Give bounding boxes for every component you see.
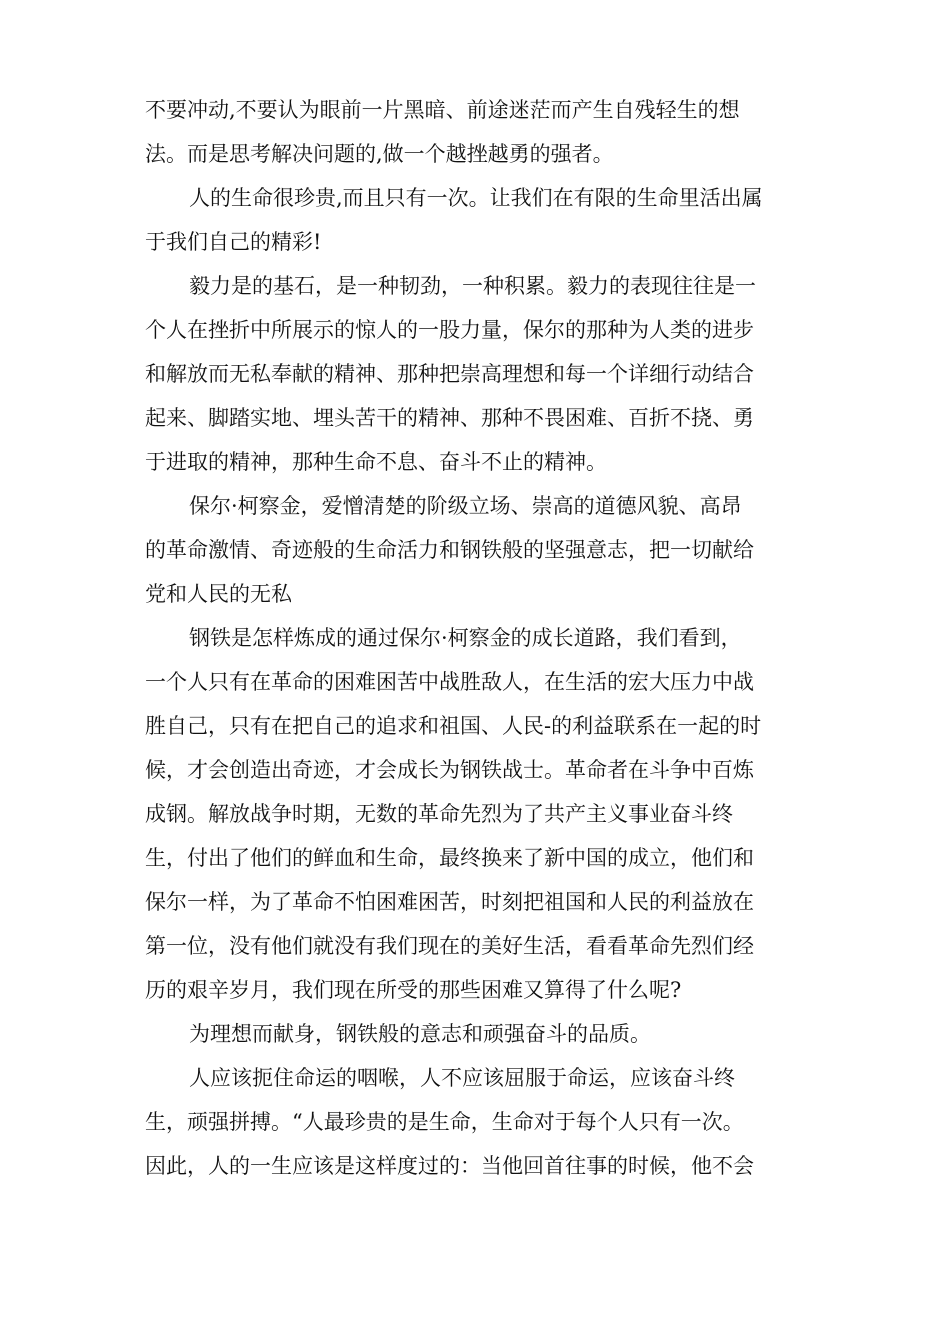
paragraph: [145, 264, 815, 484]
text-line: 为理想而献身，钢铁般的意志和顽强奋斗的品质。: [189, 1022, 651, 1046]
text-line: 于我们自己的精彩!: [145, 230, 322, 254]
text-line: 生，付出了他们的鲜血和生命，最终换来了新中国的成立，他们和: [145, 846, 754, 870]
paragraph: [145, 1012, 815, 1056]
text-line: 因此，人的一生应该是这样度过的：当他回首往事的时候，他不会: [145, 1154, 754, 1178]
document-body: [145, 88, 815, 1188]
paragraph: [145, 88, 815, 176]
text-line: 成钢。解放战争时期，无数的革命先烈为了共产主义事业奋斗终: [145, 802, 733, 826]
text-line: 起来、脚踏实地、埋头苦干的精神、那种不畏困难、百折不挠、勇: [145, 406, 754, 430]
paragraph: [145, 484, 815, 616]
text-line: 个人在挫折中所展示的惊人的一股力量，保尔的那种为人类的进步: [145, 318, 754, 342]
text-line: 和解放而无私奉献的精神、那种把崇高理想和每一个详细行动结合: [145, 362, 754, 386]
text-line: 第一位，没有他们就没有我们现在的美好生活，看看革命先烈们经: [145, 934, 754, 958]
text-line: 于进取的精神，那种生命不息、奋斗不止的精神。: [145, 450, 607, 474]
text-line: 钢铁是怎样炼成的通过保尔·柯察金的成长道路，我们看到，: [189, 626, 742, 650]
text-line: 不要冲动,不要认为眼前一片黑暗、前途迷茫而产生自残轻生的想: [145, 98, 740, 122]
text-line: 历的艰辛岁月，我们现在所受的那些困难又算得了什么呢?: [145, 978, 682, 1002]
text-line: 一个人只有在革命的困难困苦中战胜敌人，在生活的宏大压力中战: [145, 670, 754, 694]
paragraph: [145, 176, 815, 264]
text-line: 毅力是的基石，是一种韧劲，一种积累。毅力的表现往往是一: [189, 274, 756, 298]
text-line: 人的生命很珍贵,而且只有一次。让我们在有限的生命里活出属: [189, 186, 763, 210]
text-line: 党和人民的无私: [145, 582, 292, 606]
text-line: 的革命激情、奇迹般的生命活力和钢铁般的坚强意志，把一切献给: [145, 538, 754, 562]
paragraph: [145, 616, 815, 1012]
paragraph: [145, 1056, 815, 1188]
text-line: 保尔一样，为了革命不怕困难困苦，时刻把祖国和人民的利益放在: [145, 890, 754, 914]
text-line: 法。而是思考解决问题的,做一个越挫越勇的强者。: [145, 142, 614, 166]
text-line: 候，才会创造出奇迹，才会成长为钢铁战士。革命者在斗争中百炼: [145, 758, 754, 782]
text-line: 生，顽强拼搏。“人最珍贵的是生命，生命对于每个人只有一次。: [145, 1110, 744, 1134]
text-line: 胜自己，只有在把自己的追求和祖国、人民-的利益联系在一起的时: [145, 714, 762, 738]
text-line: 保尔·柯察金，爱憎清楚的阶级立场、崇高的道德风貌、高昂: [189, 494, 742, 518]
text-line: 人应该扼住命运的咽喉，人不应该屈服于命运，应该奋斗终: [189, 1066, 735, 1090]
